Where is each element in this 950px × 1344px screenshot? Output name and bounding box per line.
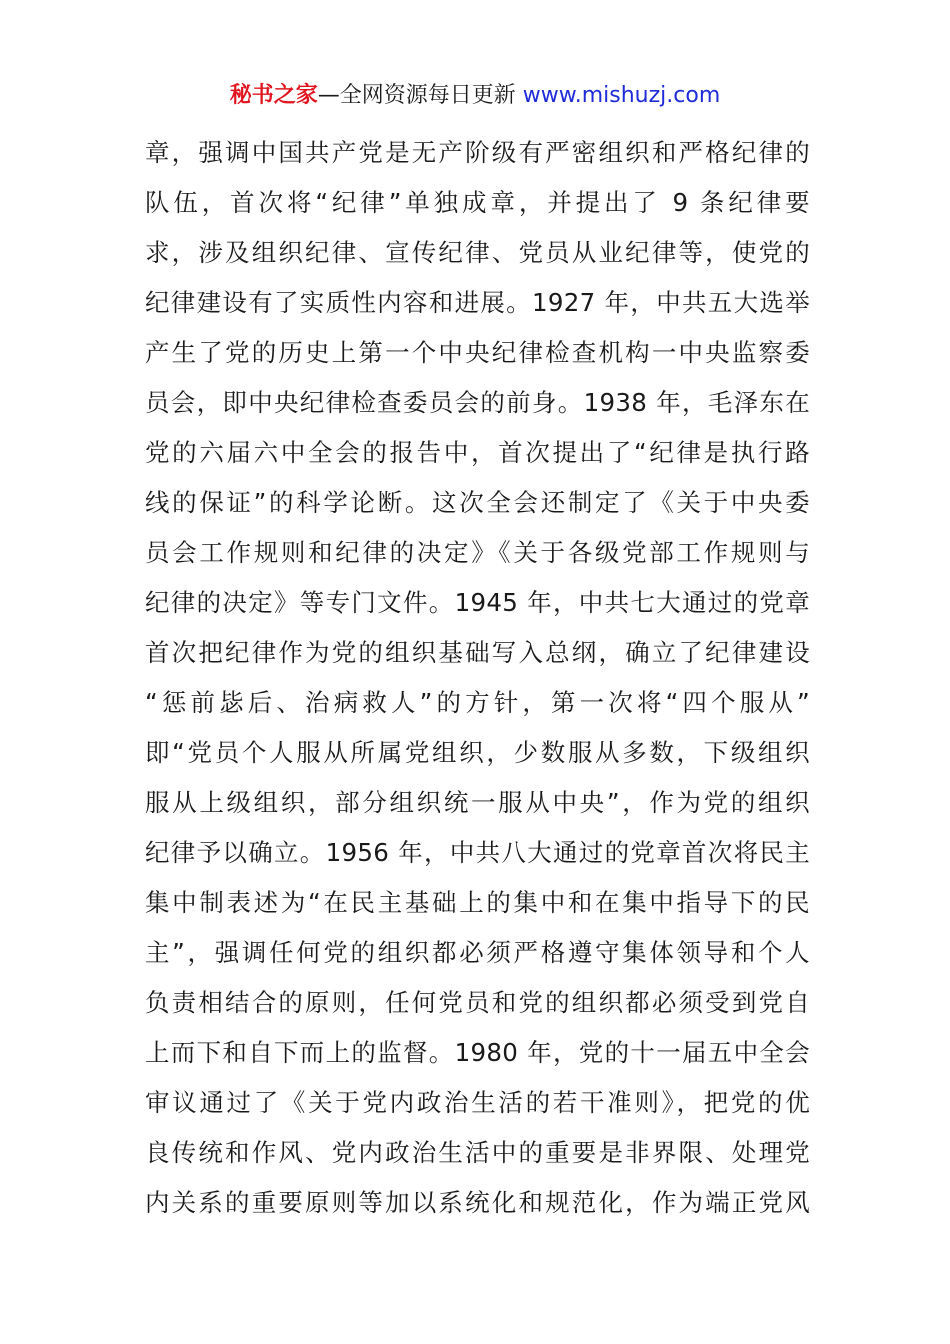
site-url-link[interactable]: www.mishuzj.com	[522, 83, 721, 108]
text-line: 良传统和作风、党内政治生活中的重要是非界限、处理党	[145, 1138, 810, 1167]
document-body	[145, 128, 810, 1228]
text-line: 纪律予以确立。1956 年，中共八大通过的党章首次将民主	[145, 838, 810, 867]
text-line: 服从上级组织，部分组织统一服从中央”，作为党的组织	[145, 788, 810, 817]
text-line: 员会工作规则和纪律的决定》《关于各级党部工作规则与	[145, 538, 810, 567]
text-line: 党的六届六中全会的报告中，首次提出了“纪律是执行路	[145, 438, 810, 467]
text-line: 纪律的决定》等专门文件。1945 年，中共七大通过的党章	[145, 588, 810, 617]
text-line: 队伍，首次将“纪律”单独成章，并提出了 9 条纪律要	[145, 188, 810, 217]
text-line: 首次把纪律作为党的组织基础写入总纲，确立了纪律建设	[145, 638, 810, 667]
brand-name: 秘书之家	[229, 83, 318, 108]
text-line: 章，强调中国共产党是无产阶级有严密组织和严格纪律的	[145, 138, 810, 167]
text-line: 内关系的重要原则等加以系统化和规范化，作为端正党风	[145, 1188, 810, 1217]
text-line: 主”，强调任何党的组织都必须严格遵守集体领导和个人	[145, 938, 810, 967]
text-line: 审议通过了《关于党内政治生活的若干准则》，把党的优	[145, 1088, 810, 1117]
text-line: 负责相结合的原则，任何党员和党的组织都必须受到党自	[145, 988, 810, 1017]
header-tagline: —全网资源每日更新	[317, 83, 523, 108]
text-line: 产生了党的历史上第一个中央纪律检查机构一中央监察委	[145, 338, 810, 367]
text-line: “惩前毖后、治病救人”的方针，第一次将“四个服从”	[145, 688, 810, 717]
page-header	[0, 80, 950, 112]
text-line: 线的保证”的科学论断。这次全会还制定了《关于中央委	[145, 488, 810, 517]
text-line: 即“党员个人服从所属党组织，少数服从多数，下级组织	[145, 738, 810, 767]
text-line: 求，涉及组织纪律、宣传纪律、党员从业纪律等，使党的	[145, 238, 810, 267]
text-line: 员会，即中央纪律检查委员会的前身。1938 年，毛泽东在	[145, 388, 810, 417]
text-line: 纪律建设有了实质性内容和进展。1927 年，中共五大选举	[145, 288, 810, 317]
text-line: 上而下和自下而上的监督。1980 年，党的十一届五中全会	[145, 1038, 810, 1067]
text-line: 集中制表述为“在民主基础上的集中和在集中指导下的民	[145, 888, 810, 917]
